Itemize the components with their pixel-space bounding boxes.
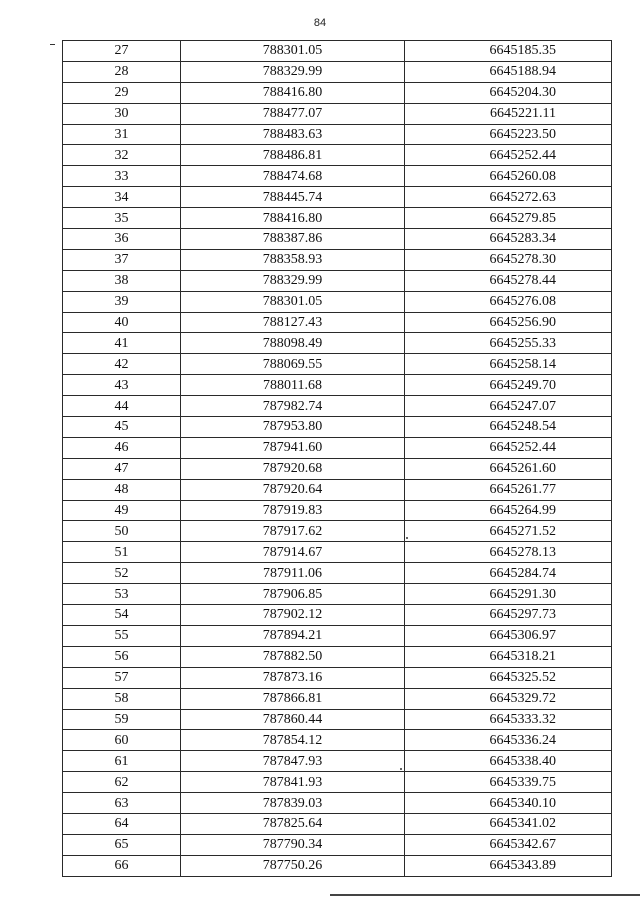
x-coordinate-cell: 787919.83 [181,500,405,521]
x-coordinate-cell: 787953.80 [181,417,405,438]
table-row [63,396,612,417]
x-coordinate-cell: 787982.74 [181,396,405,417]
y-coordinate-cell: 6645343.89 [405,855,612,876]
point-number-cell: 65 [63,834,181,855]
table-row [63,312,612,333]
x-coordinate-cell: 788358.93 [181,249,405,270]
scan-margin-mark [50,44,55,45]
y-coordinate-cell: 6645185.35 [405,41,612,62]
point-number-cell: 45 [63,417,181,438]
point-number-cell: 54 [63,605,181,626]
point-number-cell: 64 [63,813,181,834]
table-row [63,82,612,103]
x-coordinate-cell: 787873.16 [181,667,405,688]
x-coordinate-cell: 787920.68 [181,458,405,479]
y-coordinate-cell: 6645297.73 [405,605,612,626]
point-number-cell: 38 [63,270,181,291]
x-coordinate-cell: 787866.81 [181,688,405,709]
x-coordinate-cell: 787750.26 [181,855,405,876]
point-number-cell: 41 [63,333,181,354]
coordinates-table-body [63,41,612,877]
table-row [63,667,612,688]
x-coordinate-cell: 788486.81 [181,145,405,166]
point-number-cell: 59 [63,709,181,730]
scan-speck [406,537,408,539]
table-row [63,646,612,667]
y-coordinate-cell: 6645271.52 [405,521,612,542]
x-coordinate-cell: 787906.85 [181,584,405,605]
table-row [63,208,612,229]
y-coordinate-cell: 6645339.75 [405,772,612,793]
y-coordinate-cell: 6645264.99 [405,500,612,521]
point-number-cell: 31 [63,124,181,145]
point-number-cell: 66 [63,855,181,876]
table-row [63,730,612,751]
y-coordinate-cell: 6645329.72 [405,688,612,709]
y-coordinate-cell: 6645284.74 [405,563,612,584]
x-coordinate-cell: 787911.06 [181,563,405,584]
table-row [63,61,612,82]
x-coordinate-cell: 787941.60 [181,437,405,458]
table-row [63,458,612,479]
point-number-cell: 29 [63,82,181,103]
x-coordinate-cell: 787790.34 [181,834,405,855]
x-coordinate-cell: 788329.99 [181,270,405,291]
point-number-cell: 61 [63,751,181,772]
point-number-cell: 55 [63,625,181,646]
table-row [63,375,612,396]
y-coordinate-cell: 6645291.30 [405,584,612,605]
x-coordinate-cell: 788127.43 [181,312,405,333]
y-coordinate-cell: 6645325.52 [405,667,612,688]
table-row [63,500,612,521]
x-coordinate-cell: 787902.12 [181,605,405,626]
point-number-cell: 36 [63,229,181,250]
x-coordinate-cell: 787825.64 [181,813,405,834]
y-coordinate-cell: 6645278.13 [405,542,612,563]
point-number-cell: 48 [63,479,181,500]
y-coordinate-cell: 6645283.34 [405,229,612,250]
x-coordinate-cell: 787920.64 [181,479,405,500]
x-coordinate-cell: 788329.99 [181,61,405,82]
table-row [63,584,612,605]
table-row [63,563,612,584]
point-number-cell: 51 [63,542,181,563]
y-coordinate-cell: 6645333.32 [405,709,612,730]
table-row [63,605,612,626]
x-coordinate-cell: 788011.68 [181,375,405,396]
y-coordinate-cell: 6645223.50 [405,124,612,145]
y-coordinate-cell: 6645255.33 [405,333,612,354]
y-coordinate-cell: 6645272.63 [405,187,612,208]
y-coordinate-cell: 6645247.07 [405,396,612,417]
x-coordinate-cell: 787917.62 [181,521,405,542]
y-coordinate-cell: 6645341.02 [405,813,612,834]
point-number-cell: 28 [63,61,181,82]
table-row [63,229,612,250]
table-row [63,709,612,730]
x-coordinate-cell: 788301.05 [181,291,405,312]
table-row [63,521,612,542]
y-coordinate-cell: 6645278.30 [405,249,612,270]
x-coordinate-cell: 787914.67 [181,542,405,563]
point-number-cell: 42 [63,354,181,375]
point-number-cell: 60 [63,730,181,751]
point-number-cell: 40 [63,312,181,333]
point-number-cell: 43 [63,375,181,396]
x-coordinate-cell: 788483.63 [181,124,405,145]
x-coordinate-cell: 788477.07 [181,103,405,124]
table-row [63,103,612,124]
x-coordinate-cell: 787847.93 [181,751,405,772]
y-coordinate-cell: 6645278.44 [405,270,612,291]
point-number-cell: 63 [63,793,181,814]
scan-bottom-edge [330,894,640,896]
y-coordinate-cell: 6645256.90 [405,312,612,333]
x-coordinate-cell: 787894.21 [181,625,405,646]
y-coordinate-cell: 6645336.24 [405,730,612,751]
table-row [63,772,612,793]
x-coordinate-cell: 788416.80 [181,208,405,229]
scan-speck [400,768,402,770]
point-number-cell: 47 [63,458,181,479]
table-row [63,855,612,876]
coordinates-table [62,40,612,877]
y-coordinate-cell: 6645318.21 [405,646,612,667]
table-row [63,813,612,834]
y-coordinate-cell: 6645279.85 [405,208,612,229]
y-coordinate-cell: 6645338.40 [405,751,612,772]
y-coordinate-cell: 6645249.70 [405,375,612,396]
point-number-cell: 56 [63,646,181,667]
table-row [63,354,612,375]
x-coordinate-cell: 788098.49 [181,333,405,354]
y-coordinate-cell: 6645188.94 [405,61,612,82]
y-coordinate-cell: 6645276.08 [405,291,612,312]
y-coordinate-cell: 6645261.77 [405,479,612,500]
point-number-cell: 62 [63,772,181,793]
point-number-cell: 49 [63,500,181,521]
table-row [63,41,612,62]
table-row [63,166,612,187]
point-number-cell: 52 [63,563,181,584]
x-coordinate-cell: 788069.55 [181,354,405,375]
x-coordinate-cell: 788416.80 [181,82,405,103]
y-coordinate-cell: 6645260.08 [405,166,612,187]
x-coordinate-cell: 787839.03 [181,793,405,814]
point-number-cell: 34 [63,187,181,208]
point-number-cell: 33 [63,166,181,187]
table-row [63,542,612,563]
table-row [63,625,612,646]
table-row [63,417,612,438]
point-number-cell: 27 [63,41,181,62]
y-coordinate-cell: 6645221.11 [405,103,612,124]
point-number-cell: 30 [63,103,181,124]
x-coordinate-cell: 788387.86 [181,229,405,250]
point-number-cell: 35 [63,208,181,229]
table-row [63,437,612,458]
table-row [63,688,612,709]
table-row [63,751,612,772]
y-coordinate-cell: 6645258.14 [405,354,612,375]
page-number: 84 [313,17,327,29]
y-coordinate-cell: 6645306.97 [405,625,612,646]
x-coordinate-cell: 788445.74 [181,187,405,208]
table-row [63,249,612,270]
table-row [63,187,612,208]
point-number-cell: 39 [63,291,181,312]
y-coordinate-cell: 6645340.10 [405,793,612,814]
table-row [63,479,612,500]
point-number-cell: 50 [63,521,181,542]
y-coordinate-cell: 6645252.44 [405,437,612,458]
y-coordinate-cell: 6645204.30 [405,82,612,103]
x-coordinate-cell: 787882.50 [181,646,405,667]
table-row [63,124,612,145]
x-coordinate-cell: 787841.93 [181,772,405,793]
y-coordinate-cell: 6645252.44 [405,145,612,166]
point-number-cell: 37 [63,249,181,270]
table-row [63,270,612,291]
y-coordinate-cell: 6645342.67 [405,834,612,855]
y-coordinate-cell: 6645261.60 [405,458,612,479]
table-row [63,834,612,855]
point-number-cell: 58 [63,688,181,709]
point-number-cell: 44 [63,396,181,417]
y-coordinate-cell: 6645248.54 [405,417,612,438]
x-coordinate-cell: 787860.44 [181,709,405,730]
table-row [63,333,612,354]
point-number-cell: 53 [63,584,181,605]
table-row [63,291,612,312]
point-number-cell: 46 [63,437,181,458]
x-coordinate-cell: 787854.12 [181,730,405,751]
x-coordinate-cell: 788474.68 [181,166,405,187]
table-row [63,145,612,166]
table-row [63,793,612,814]
x-coordinate-cell: 788301.05 [181,41,405,62]
point-number-cell: 32 [63,145,181,166]
point-number-cell: 57 [63,667,181,688]
